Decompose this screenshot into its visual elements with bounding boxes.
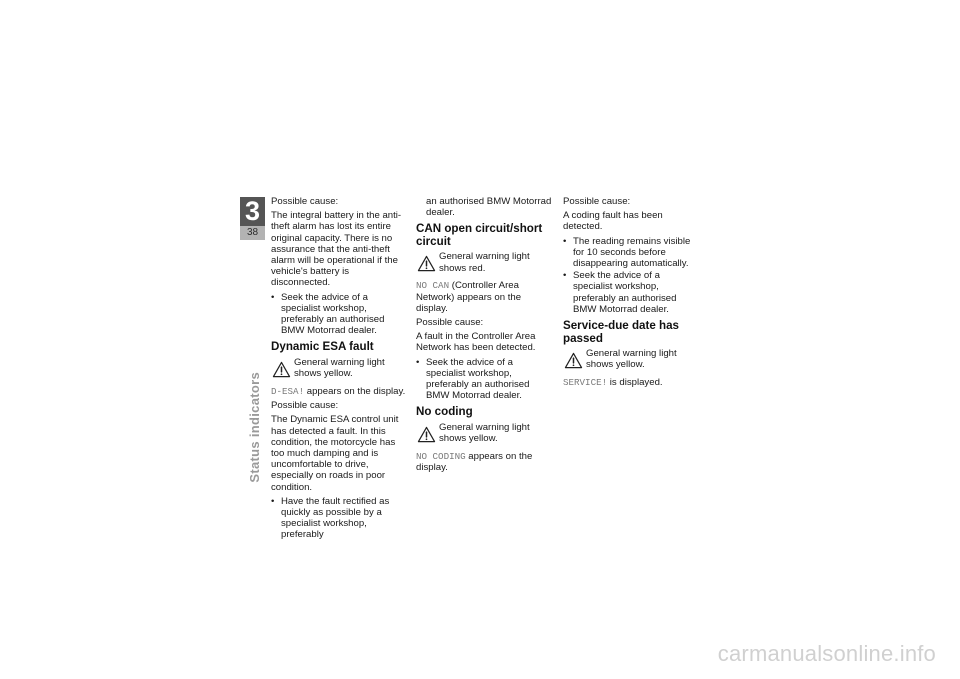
warning-triangle-icon	[564, 352, 583, 369]
column-3	[563, 196, 701, 391]
bullet-list	[416, 357, 554, 402]
warning-note	[271, 357, 409, 381]
section-title: Status indicators	[247, 372, 262, 483]
warning-note	[563, 348, 701, 372]
display-text: (Controller Area Network) appears on the display.	[416, 280, 522, 314]
bullet-list	[563, 236, 701, 315]
bullet-list	[271, 292, 409, 337]
watermark-link[interactable]: carmanualsonline.info	[717, 641, 936, 666]
display-text: appears on the display.	[416, 450, 533, 474]
dynamic-esa-text: The Dynamic ESA control unit has detected a fault. In this condition, the motorcycle has too much damping and is uncomfortable to drive, especially on roads in poor condition.	[271, 414, 399, 493]
display-line	[271, 386, 409, 397]
dynamic-esa-heading: Dynamic ESA fault	[271, 340, 374, 354]
possible-cause-label: Possible cause:	[271, 196, 339, 207]
no-coding-heading: No coding	[416, 405, 473, 419]
service-heading: Service-due date has passed	[563, 319, 679, 345]
display-line	[416, 280, 554, 314]
warning-text: General warning light shows yellow.	[294, 356, 385, 380]
display-code: NO CODING	[416, 450, 466, 462]
list-item: • The reading remains visible for 10 seconds before disappearing automatically.	[563, 236, 701, 270]
column-2	[416, 196, 554, 476]
coding-text: A coding fault has been detected.	[563, 210, 663, 233]
display-line	[563, 377, 701, 388]
list-item: • Have the fault rectified as quickly as possible by a specialist workshop, preferably	[271, 496, 409, 541]
warning-text: General warning light shows red.	[439, 251, 530, 274]
list-item: • Seek the advice of a specialist workshop, preferably an authorised BMW Motorrad dealer.	[416, 357, 554, 402]
page-number: 38	[240, 226, 265, 240]
column-1	[271, 196, 409, 544]
display-code: NO CAN	[416, 280, 450, 292]
list-item: an authorised BMW Motorrad dealer.	[426, 196, 552, 219]
warning-note	[416, 422, 554, 446]
possible-cause-label: Possible cause:	[563, 196, 631, 207]
warning-text: General warning light shows yellow.	[586, 348, 677, 371]
display-code: D-ESA!	[271, 385, 305, 397]
can-heading: CAN open circuit/short circuit	[416, 222, 543, 248]
warning-triangle-icon	[417, 426, 436, 443]
bullet-list	[271, 496, 409, 541]
display-line	[416, 451, 554, 473]
display-text: appears on the display.	[304, 385, 406, 397]
display-code: SERVICE!	[563, 377, 608, 389]
can-text: A fault in the Controller Area Network has been detected.	[416, 331, 536, 354]
possible-cause-label: Possible cause:	[416, 317, 484, 329]
warning-triangle-icon	[272, 361, 291, 378]
list-item: • Seek the advice of a specialist workshop, preferably an authorised BMW Motorrad dealer.	[563, 270, 701, 315]
bullet-list	[416, 196, 554, 218]
possible-cause-label: Possible cause:	[271, 400, 339, 412]
chapter-number: 3	[240, 197, 265, 226]
warning-text: General warning light shows yellow.	[439, 421, 530, 445]
list-item: • Seek the advice of a specialist workshop, preferably an authorised BMW Motorrad dealer.	[271, 292, 409, 337]
warning-note	[416, 251, 554, 275]
warning-triangle-icon	[417, 255, 436, 272]
battery-text: The integral battery in the anti-theft alarm has lost its entire original capacity. There is no assurance that the anti-theft alarm will be operational if the vehicle's battery is disconnected.	[271, 210, 402, 289]
display-text: is displayed.	[607, 377, 663, 389]
